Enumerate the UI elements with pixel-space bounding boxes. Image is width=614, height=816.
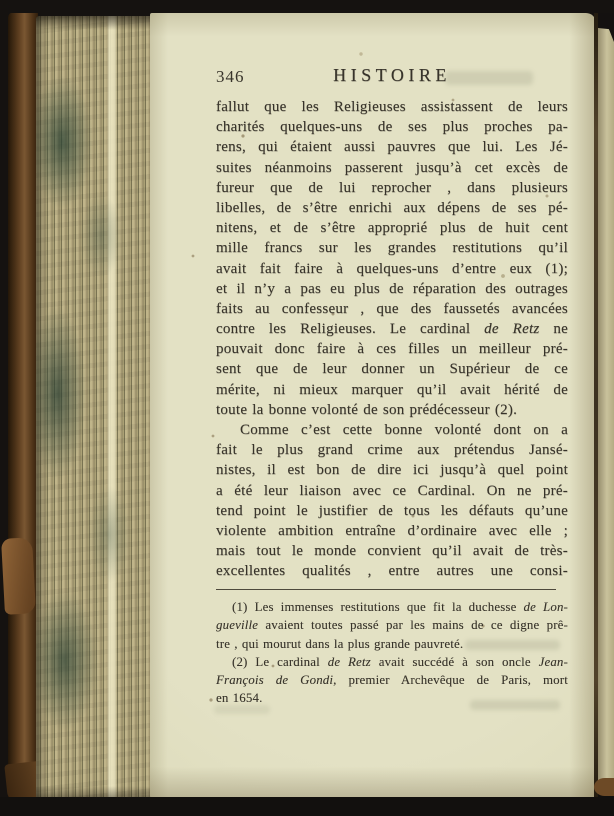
footnote-separator (216, 589, 556, 590)
body-line: contre les Religieuses. Le cardinal de Retz ne (216, 321, 569, 338)
body-line: nistes, il est bon de dire ici jusqu’à quel point (216, 462, 568, 479)
body-line: fallut que les Religieuses assistassent de leurs (216, 99, 568, 115)
footnote-line: tre , qui mourut dans la plus grande pauvreté. (216, 636, 464, 651)
page-number: 346 (216, 67, 245, 86)
cover-corner-flap (1, 537, 36, 615)
body-line: violente ambition entraîne d’ordinaire avec elle ; (216, 522, 568, 539)
marbled-page-edges (36, 16, 154, 802)
body-line: fait le plus grand crime aux prétendus Jansé- (216, 442, 568, 459)
body-line: Comme c’est cette bonne volonté dont on a (240, 422, 568, 438)
scan-border-bottom (0, 797, 614, 816)
body-line: libelles, de s’être enrichi aux dépens de ses pé- (216, 199, 568, 216)
body-line: fureur que de lui reprocher , dans plusieurs (216, 179, 568, 196)
page-body-text (216, 97, 568, 582)
page-header (216, 65, 568, 91)
body-line: excellentes qualités , entre autres une consi- (216, 563, 568, 580)
body-line: sent que de leur donner un Supérieur de ce (216, 361, 568, 378)
body-line: faits au confesseur , que des faussetés avancées (216, 300, 568, 317)
adjacent-page-edge (598, 0, 614, 816)
body-line: rens, qui étaient aussi pauvres que lui. Les Jé- (216, 139, 568, 156)
body-line: tend point le justifier de tous les défauts qu’une (216, 502, 568, 519)
footnote-line: en 1654. (216, 691, 263, 706)
body-line: mais tout le monde convient qu’il avait de très- (216, 543, 568, 560)
running-title: HISTOIRE (333, 65, 451, 85)
body-line: et il n’y a pas eu plus de réparation des outrages (216, 280, 568, 297)
footnote-line: gueville avaient toutes passé par les mains de ce digne prê- (216, 618, 568, 633)
footnote-line: (2) Le cardinal de Retz avait succédé à son oncle Jean- (232, 654, 568, 669)
scan-border-top (0, 0, 614, 13)
body-line: pouvait donc faire à ces filles un meilleur pré- (216, 341, 568, 358)
body-line: mérite, ni mieux marquer qu’il avait hérité de (216, 381, 568, 398)
body-line: suites néanmoins passerent jusqu’à cet excès de (216, 159, 568, 176)
book-spine (8, 12, 38, 804)
book-page (150, 13, 596, 798)
body-line: mille francs sur les grandes restitutions qu’il (216, 240, 568, 257)
body-line: avait fait faire à quelques-uns d’entre eux (1); (216, 260, 568, 277)
body-line: nitens, et de s’être approprié plus de huit cent (216, 220, 568, 237)
body-line: charités quelques-uns de ses plus proches pa- (216, 119, 568, 136)
cover-corner-right (594, 778, 614, 796)
paper-speckles (150, 13, 152, 15)
footnote-line: François de Gondi, premier Archevêque de Paris, mort (216, 673, 568, 688)
body-line: a été leur liaison avec ce Cardinal. On ne pré- (216, 482, 568, 499)
footnote-line: (1) Les immenses restitutions que fit la duchesse de Lon- (232, 600, 568, 614)
body-line: toute la bonne volonté de son prédécesseur (2). (216, 401, 518, 418)
footnotes (216, 598, 568, 708)
